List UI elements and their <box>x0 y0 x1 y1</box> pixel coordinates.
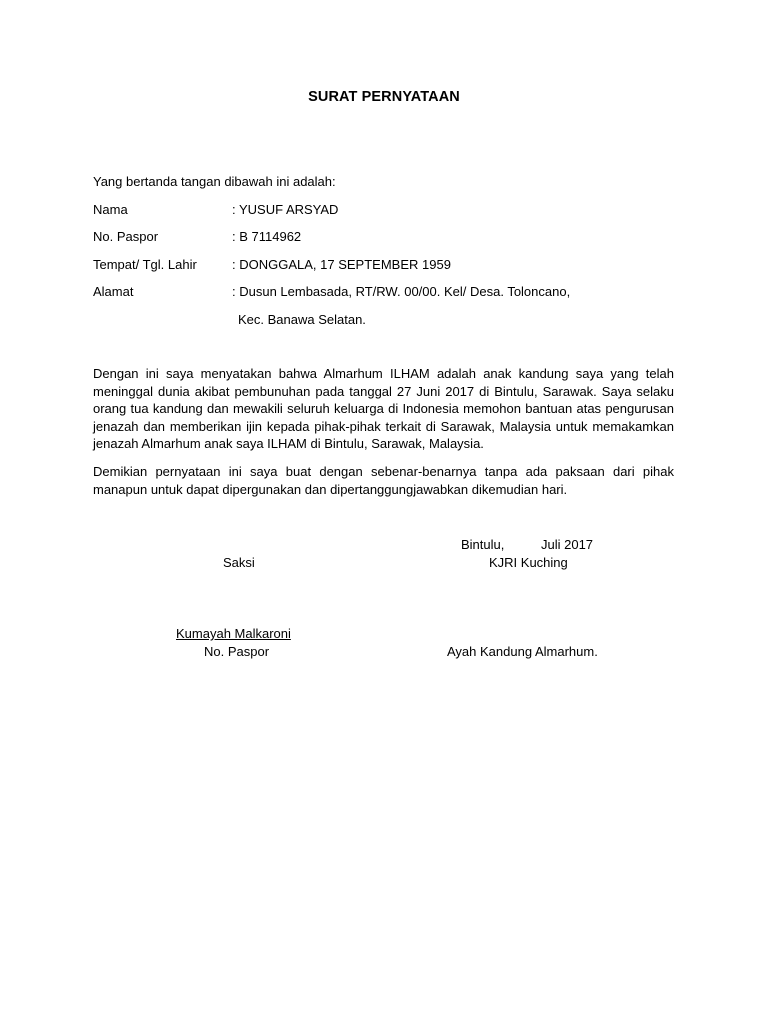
witness-name: Kumayah Malkaroni <box>176 626 291 641</box>
closing-paragraph: Demikian pernyataan ini saya buat dengan sebenar-benarnya tanpa ada paksaan dari pihak manapun untuk dapat dipergunakan dan dipertanggungjawabkan dikemudian hari. <box>93 464 674 497</box>
intro-text: Yang bertanda tangan dibawah ini adalah: <box>93 174 336 189</box>
field-value-ttl: : DONGGALA, 17 SEPTEMBER 1959 <box>232 257 451 272</box>
field-row-nama <box>93 202 693 220</box>
field-row-alamat <box>93 284 693 302</box>
field-label-paspor: No. Paspor <box>93 229 159 244</box>
field-row-ttl <box>93 257 693 275</box>
field-value-nama: : YUSUF ARSYAD <box>232 202 339 217</box>
signer-role: Ayah Kandung Almarhum. <box>447 644 598 659</box>
statement-paragraph: Dengan ini saya menyatakan bahwa Almarhum ILHAM adalah anak kandung saya yang telah meninggal dunia akibat pembunuhan pada tanggal 27 Juni 2017 di Bintulu, Sarawak. Saya selaku orang tua kandung dan mewakili seluruh keluarga di Indonesia memohon bantuan atas pengurusan jenazah dan memberikan ijin kepada pihak-pihak terkait di Sarawak, Malaysia untuk memakamkan jenazah Almarhum anak saya ILHAM di Bintulu, Sarawak, Malaysia. <box>93 366 674 452</box>
field-label-nama: Nama <box>93 202 128 217</box>
witness-label: Saksi <box>223 555 255 570</box>
field-row-paspor <box>93 229 693 247</box>
signature-place: Bintulu, <box>461 537 505 552</box>
field-label-ttl: Tempat/ Tgl. Lahir <box>93 257 197 272</box>
field-label-alamat: Alamat <box>93 284 134 299</box>
document-title: SURAT PERNYATAAN <box>308 89 460 105</box>
signature-date: Juli 2017 <box>541 537 594 552</box>
office-label: KJRI Kuching <box>489 555 568 570</box>
field-value-paspor: : B 7114962 <box>232 229 302 244</box>
field-value-alamat: : Dusun Lembasada, RT/RW. 00/00. Kel/ Desa. Toloncano, <box>232 284 571 299</box>
witness-passport-label: No. Paspor <box>204 644 270 659</box>
address-continuation: Kec. Banawa Selatan. <box>238 312 366 327</box>
